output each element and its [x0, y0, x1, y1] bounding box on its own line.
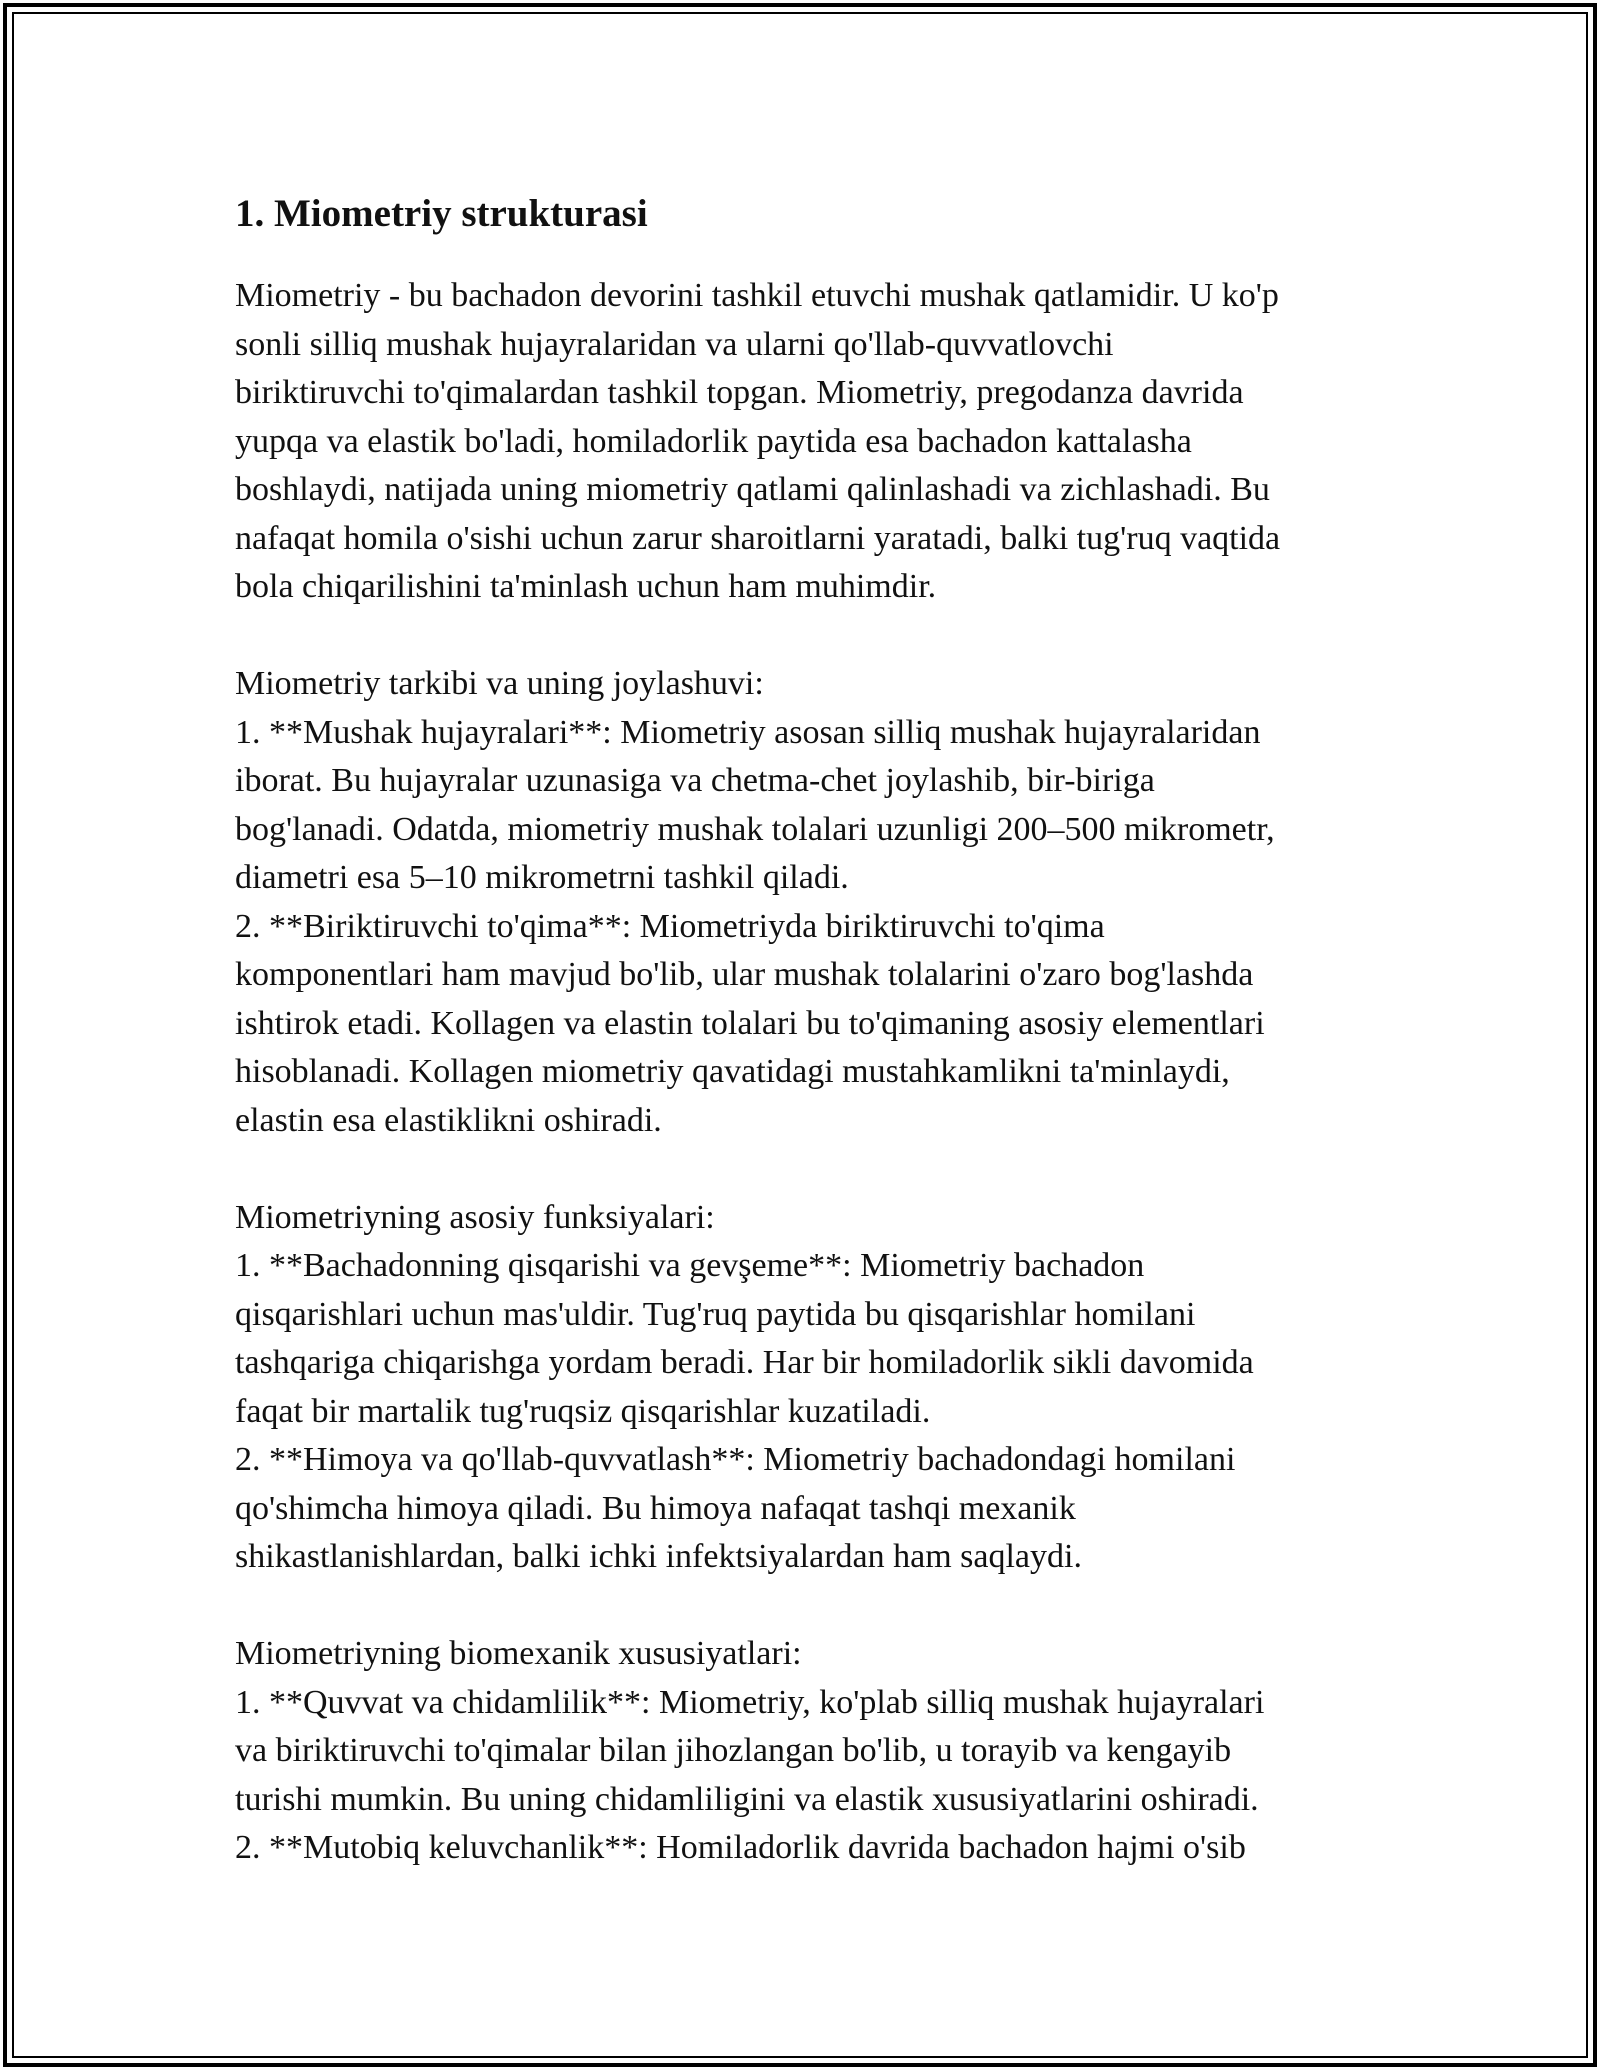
text-line: qisqarishlari uchun mas'uldir. Tug'ruq paytida bu qisqarishlar homilani	[235, 1295, 1196, 1333]
document-body	[235, 188, 1375, 1873]
text-line: turishi mumkin. Bu uning chidamliligini va elastik xususiyatlarini oshiradi.	[235, 1780, 1259, 1818]
subheading-line: Miometriyning biomexanik xususiyatlari:	[235, 1635, 802, 1672]
text-line: elastin esa elastiklikni oshiradi.	[235, 1101, 662, 1139]
paragraph-gap	[235, 1145, 1375, 1194]
text-line: Miometriy - bu bachadon devorini tashkil etuvchi mushak qatlamidir. U ko'p	[235, 277, 1279, 314]
text-line: diametri esa 5–10 mikrometrni tashkil qiladi.	[235, 859, 849, 896]
text-line: bola chiqarilishini ta'minlash uchun ham muhimdir.	[235, 568, 937, 605]
paragraph-gap	[235, 1582, 1375, 1631]
text-line: sonli silliq mushak hujayralaridan va ularni qo'llab-quvvatlovchi	[235, 325, 1114, 363]
text-line: 2. **Mutobiq keluvchanlik**: Homiladorlik davrida bachadon hajmi o'sib	[235, 1829, 1246, 1866]
text-line: va biriktiruvchi to'qimalar bilan jihozlangan bo'lib, u torayib va kengayib	[235, 1732, 1232, 1769]
text-line: komponentlari ham mavjud bo'lib, ular mushak tolalarini o'zaro bog'lashda	[235, 956, 1254, 993]
text-line: qo'shimcha himoya qiladi. Bu himoya nafaqat tashqi mexanik	[235, 1489, 1076, 1527]
text-line: biriktiruvchi to'qimalardan tashkil topgan. Miometriy, pregodanza davrida	[235, 374, 1244, 411]
text-line: shikastlanishlardan, balki ichki infektsiyalardan ham saqlaydi.	[235, 1538, 1082, 1575]
text-line: bog'lanadi. Odatda, miometriy mushak tolalari uzunligi 200–500 mikrometr,	[235, 810, 1275, 848]
text-line: boshlaydi, natijada uning miometriy qatlami qalinlashadi va zichlashadi. Bu	[235, 471, 1270, 508]
subheading-line: Miometriyning asosiy funksiyalari:	[235, 1198, 715, 1236]
text-line: nafaqat homila o'sishi uchun zarur sharoitlarni yaratadi, balki tug'ruq vaqtida	[235, 519, 1281, 557]
section-heading: 1. Miometriy strukturasi	[235, 192, 648, 235]
text-line: faqat bir martalik tug'ruqsiz qisqarishlar kuzatiladi.	[235, 1392, 931, 1430]
paragraph-gap	[235, 612, 1375, 661]
text-line: hisoblanadi. Kollagen miometriy qavatidagi mustahkamlikni ta'minlaydi,	[235, 1053, 1230, 1090]
text-line: 2. **Himoya va qo'llab-quvvatlash**: Miometriy bachadondagi homilani	[235, 1441, 1236, 1478]
text-line: ishtirok etadi. Kollagen va elastin tolalari bu to'qimaning asosiy elementlari	[235, 1004, 1265, 1042]
text-line: 1. **Quvvat va chidamlilik**: Miometriy, ko'plab silliq mushak hujayralari	[235, 1683, 1265, 1721]
text-line: 2. **Biriktiruvchi to'qima**: Miometriyda biriktiruvchi to'qima	[235, 907, 1105, 945]
text-line: 1. **Bachadonning qisqarishi va gevşeme**: Miometriy bachadon	[235, 1247, 1145, 1284]
subheading-line: Miometriy tarkibi va uning joylashuvi:	[235, 665, 764, 702]
text-line: iborat. Bu hujayralar uzunasiga va chetma-chet joylashib, bir-biriga	[235, 762, 1155, 799]
text-line: yupqa va elastik bo'ladi, homiladorlik paytida esa bachadon kattalasha	[235, 422, 1192, 460]
text-line: 1. **Mushak hujayralari**: Miometriy asosan silliq mushak hujayralaridan	[235, 713, 1261, 751]
text-line: tashqariga chiqarishga yordam beradi. Har bir homiladorlik sikli davomida	[235, 1344, 1254, 1381]
